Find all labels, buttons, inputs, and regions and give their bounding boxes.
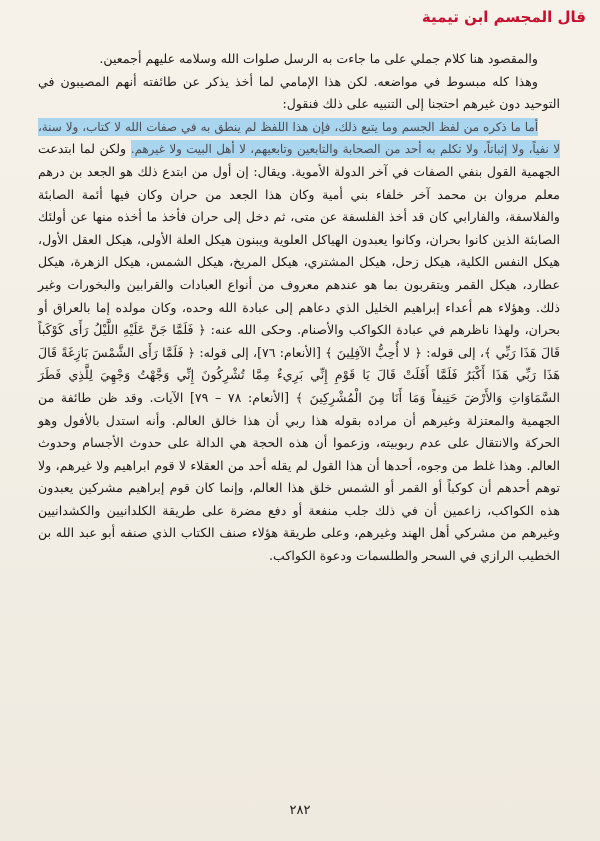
paragraph-2: وهذا كله مبسوط في مواضعه. لكن هذا الإمامي لما أخذ يذكر عن طائفته أنهم المصيبون في التوحيد دون غيرهم احتجنا إلى التنبيه على ذلك فنقول: <box>38 73 560 112</box>
page-header: قال المجسم ابن تيمية <box>421 8 586 26</box>
paragraph-1: والمقصود هنا كلام جملي على ما جاءت به الرسل صلوات الله وسلامه عليهم أجمعين. <box>99 51 538 66</box>
paragraph-3-rest: ولكن لما ابتدعت الجهمية القول بنفي الصفات في آخر الدولة الأموية. ويقال: إن أول من ابتدع ذلك هو الجعد بن درهم معلم مروان بن محمد آخر خلفاء بني أمية وكان هذا الجعد من حران وكان فيها أئمة الصابئة والفلاسفة، والفارابي كان قد أخذ الفلسفة عن متى، ثم دخل إلى حران فأخذ ما أخذه منها عن أولئك الصابئة الذين كانوا بحران، وكانوا يعبدون الهياكل العلوية ويبنون هيكل العلة الأولى، هيكل العقل الأول، هيكل النفس الكلية، هيكل زحل، هيكل المشتري، هيكل المريخ، هيكل الشمس، هيكل الزهرة، هيكل عطارد، هيكل القمر ويتقربون بما هو عندهم معروف من أنواع العبادات والقرابين والبخورات وغير ذلك. وهؤلاء هم أعداء إبراهيم الخليل الذي دعاهم إلى عبادة الله وحده، وكان مولده إما بالعراق أو بحران، ولهذا ناظرهم في عبادة الكواكب والأصنام. وحكى الله عنه: ﴿ فَلَمَّا جَنَّ عَلَيْهِ اللَّيْلُ رَأَى كَوْكَباً قَالَ هَذَا رَبِّي ﴾، إلى قوله: ﴿ لا أُحِبُّ الآفِلِينَ ﴾ [الأنعام: ٧٦]، إلى قوله: ﴿ فَلَمَّا رَأَى الشَّمْسَ بَازِغَةً قَالَ هَذَا رَبِّي هَذَا أَكْبَرُ فَلَمَّا أَفَلَتْ قَالَ يَا قَوْمِ إِنِّي بَرِيءٌ مِمَّا تُشْرِكُونَ إِنِّي وَجَّهْتُ وَجْهِيَ لِلَّذِي فَطَرَ السَّمَاوَاتِ وَالأَرْضَ حَنِيفاً وَمَا أَنَا مِنَ الْمُشْرِكِينَ ﴾ [الأنعام: ٧٨ – ٧٩] الآيات. وقد ظن طائفة من الجهمية والمعتزلة وغيرهم أن مراده بقوله هذا ربي أن هذا خالق العالم. وأنه استدل بالأفول وهو الحركة والانتقال على عدم ربوبيته، وزعموا أن هذه الحجة هي الدالة على حدوث الأجسام وحدوث العالم. وهذا غلط من وجوه، أحدها أن هذا القول لم يقله أحد من العقلاء لا قوم ابراهيم ولا غيرهم، ولا توهم أحدهم أن كوكباً أو القمر أو الشمس خلق هذا العالم، وإنما كان قوم إبراهيم مشركين يعبدون هذه الكواكب، زاعمين أن في ذلك جلب منفعة أو دفع مضرة على طريقة الكلدانيين والكشدانيين وغيرهم من مشركي أهل الهند وغيرهم، وعلى طريقة هؤلاء صنف الكتاب الذي صنفه أبو عبد الله بن الخطيب الرازي في السحر والطلسمات ودعوة الكواكب. <box>38 141 560 564</box>
page-number: ٢٨٢ <box>289 803 311 818</box>
paragraph-3 <box>38 116 560 568</box>
body-text <box>38 48 560 568</box>
highlighted-quote: أما ما ذكره من لفظ الجسم وما يتبع ذلك، فإن هذا اللفظ لم ينطق به في صفات الله لا كتاب، ولا سنة، لا نفياً، ولا إثباتاً، ولا تكلم به أحد من الصحابة والتابعين وتابعيهم، لا أهل البيت ولا غيرهم. <box>38 119 560 157</box>
